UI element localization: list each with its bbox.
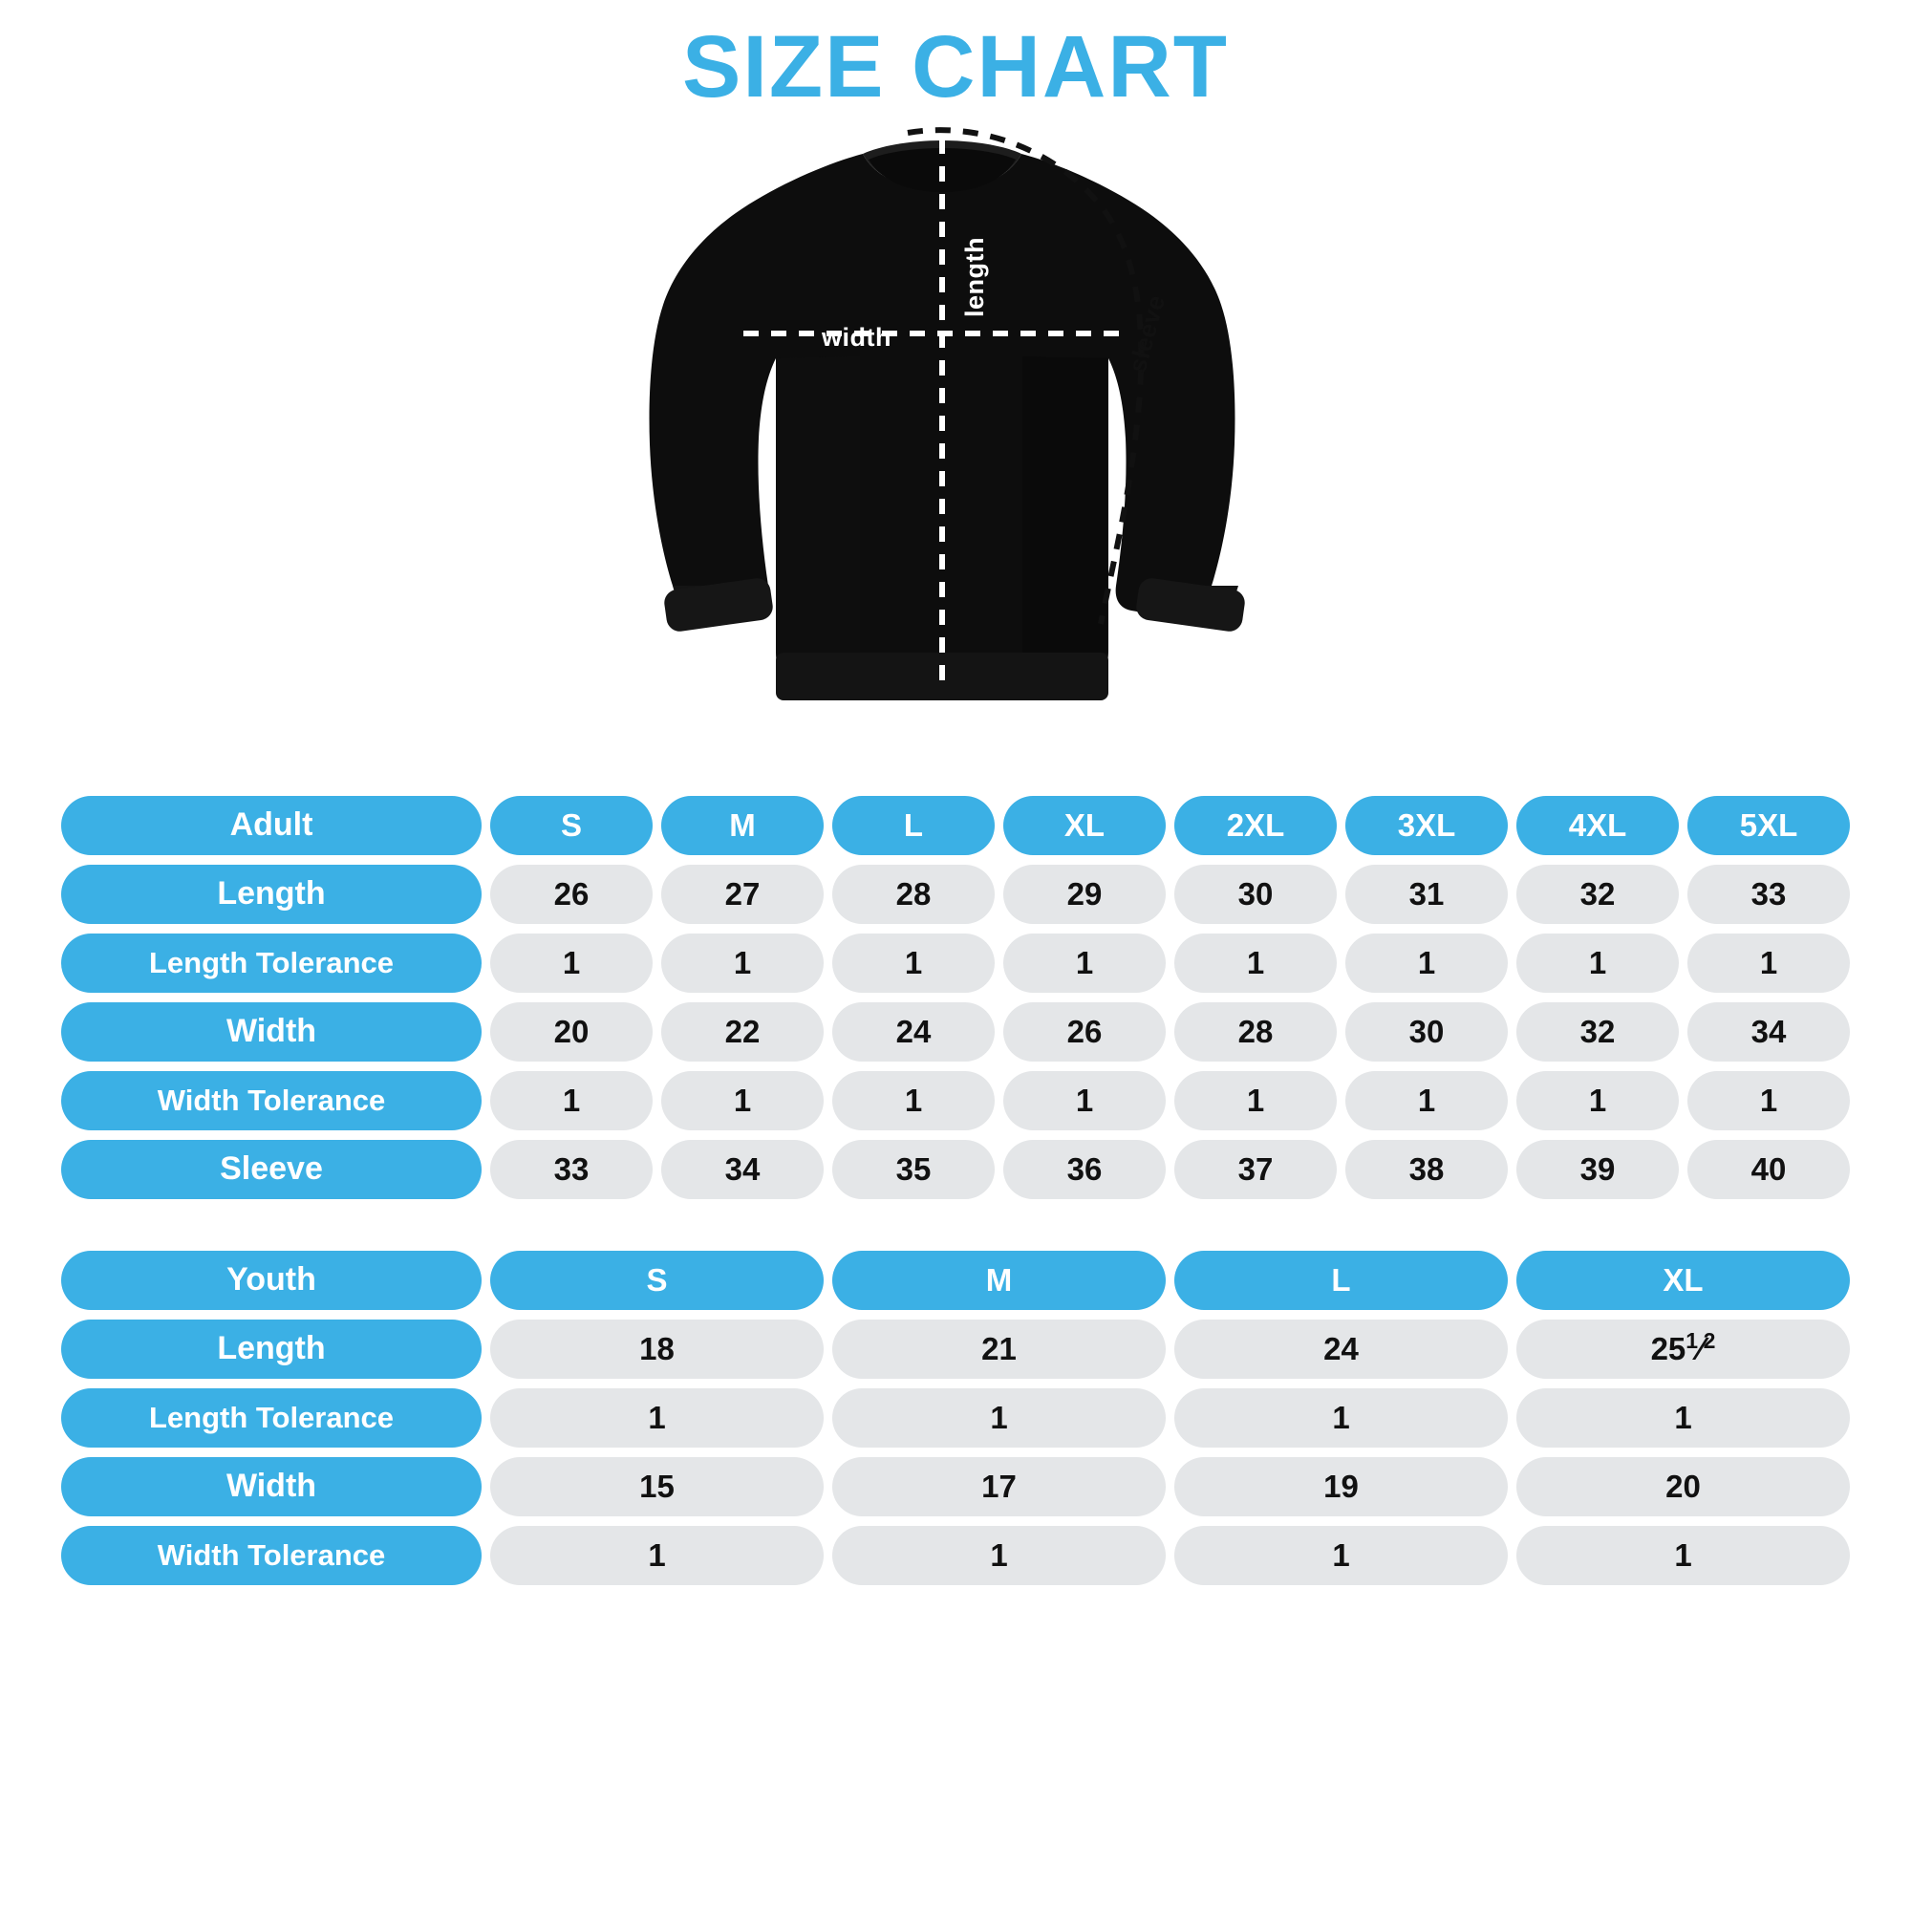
youth-size-table <box>53 1241 1858 1595</box>
table-cell: 20 <box>1516 1457 1850 1516</box>
table-cell: 21 <box>832 1320 1166 1379</box>
table-cell: 1 <box>661 1071 824 1130</box>
adult-col-3xl: 3XL <box>1345 796 1508 855</box>
adult-row-label-length: Length <box>61 865 482 924</box>
youth-col-l: L <box>1174 1251 1508 1310</box>
adult-row-label-sleeve: Sleeve <box>61 1140 482 1199</box>
table-row <box>61 1388 1850 1448</box>
page-title: SIZE CHART <box>682 18 1229 116</box>
table-cell: 35 <box>832 1140 995 1199</box>
size-chart-page <box>0 18 1911 1932</box>
table-cell: 1 <box>1174 1526 1508 1585</box>
table-cell: 38 <box>1345 1140 1508 1199</box>
table-cell: 30 <box>1345 1002 1508 1062</box>
width-measure-label: width <box>822 322 891 352</box>
table-cell: 31 <box>1345 865 1508 924</box>
table-cell: 39 <box>1516 1140 1679 1199</box>
youth-col-s: S <box>490 1251 824 1310</box>
youth-row-label-width-tolerance: Width Tolerance <box>61 1526 482 1585</box>
adult-col-m: M <box>661 796 824 855</box>
table-cell: 24 <box>832 1002 995 1062</box>
table-cell: 17 <box>832 1457 1166 1516</box>
table-row <box>61 1457 1850 1516</box>
table-cell: 34 <box>1687 1002 1850 1062</box>
table-cell: 30 <box>1174 865 1337 924</box>
adult-col-xl: XL <box>1003 796 1166 855</box>
table-cell: 19 <box>1174 1457 1508 1516</box>
table-cell: 1 <box>832 1526 1166 1585</box>
table-cell: 26 <box>490 865 653 924</box>
adult-row-label-width-tolerance: Width Tolerance <box>61 1071 482 1130</box>
table-cell: 20 <box>490 1002 653 1062</box>
sleeve-measure-label: sleeve <box>1122 290 1171 376</box>
adult-col-5xl: 5XL <box>1687 796 1850 855</box>
table-row <box>61 1140 1850 1199</box>
table-cell: 27 <box>661 865 824 924</box>
garment-illustration <box>53 118 1858 786</box>
table-cell: 1 <box>490 1526 824 1585</box>
adult-col-4xl: 4XL <box>1516 796 1679 855</box>
sweatshirt-graphic <box>631 118 1280 777</box>
table-cell: 29 <box>1003 865 1166 924</box>
table-cell: 1 <box>1345 1071 1508 1130</box>
table-cell: 1 <box>661 934 824 993</box>
table-cell: 34 <box>661 1140 824 1199</box>
table-cell: 32 <box>1516 865 1679 924</box>
adult-row-label-width: Width <box>61 1002 482 1062</box>
table-cell: 22 <box>661 1002 824 1062</box>
youth-row-label-length: Length <box>61 1320 482 1379</box>
table-cell: 15 <box>490 1457 824 1516</box>
table-cell: 26 <box>1003 1002 1166 1062</box>
table-cell: 1 <box>1516 934 1679 993</box>
table-spacer <box>53 1209 1858 1241</box>
table-row <box>61 1071 1850 1130</box>
table-row <box>61 1320 1850 1379</box>
table-cell: 1 <box>1174 934 1337 993</box>
youth-col-m: M <box>832 1251 1166 1310</box>
table-header-row <box>61 1251 1850 1310</box>
table-cell: 1 <box>1003 934 1166 993</box>
adult-col-2xl: 2XL <box>1174 796 1337 855</box>
table-cell: 28 <box>1174 1002 1337 1062</box>
table-cell: 40 <box>1687 1140 1850 1199</box>
table-cell: 18 <box>490 1320 824 1379</box>
table-cell: 1 <box>1003 1071 1166 1130</box>
length-measure-label: length <box>960 236 989 317</box>
adult-corner-label: Adult <box>61 796 482 855</box>
table-cell: 1 <box>1516 1071 1679 1130</box>
table-cell: 32 <box>1516 1002 1679 1062</box>
table-cell: 1 <box>1345 934 1508 993</box>
youth-row-label-width: Width <box>61 1457 482 1516</box>
adult-size-table <box>53 786 1858 1209</box>
table-cell: 1 <box>1174 1388 1508 1448</box>
adult-row-label-length-tolerance: Length Tolerance <box>61 934 482 993</box>
table-cell: 1 <box>1687 1071 1850 1130</box>
table-cell: 1 <box>1516 1388 1850 1448</box>
youth-row-label-length-tolerance: Length Tolerance <box>61 1388 482 1448</box>
table-header-row <box>61 796 1850 855</box>
table-cell: 1 <box>832 1388 1166 1448</box>
table-cell: 1 <box>1516 1526 1850 1585</box>
adult-col-s: S <box>490 796 653 855</box>
youth-col-xl: XL <box>1516 1251 1850 1310</box>
table-cell: 37 <box>1174 1140 1337 1199</box>
table-cell: 1 <box>490 934 653 993</box>
table-cell: 1 <box>1687 934 1850 993</box>
table-row <box>61 934 1850 993</box>
table-row <box>61 1526 1850 1585</box>
table-cell: 33 <box>490 1140 653 1199</box>
table-cell: 36 <box>1003 1140 1166 1199</box>
table-row <box>61 865 1850 924</box>
table-cell: 1 <box>1174 1071 1337 1130</box>
table-cell: 1 <box>490 1071 653 1130</box>
table-cell: 28 <box>832 865 995 924</box>
table-cell-fraction: $25^1⁄_2$ <box>1516 1320 1850 1379</box>
adult-col-l: L <box>832 796 995 855</box>
table-cell: 33 <box>1687 865 1850 924</box>
table-cell: 1 <box>490 1388 824 1448</box>
table-cell: 24 <box>1174 1320 1508 1379</box>
table-cell: 1 <box>832 934 995 993</box>
youth-corner-label: Youth <box>61 1251 482 1310</box>
table-row <box>61 1002 1850 1062</box>
table-cell: 1 <box>832 1071 995 1130</box>
